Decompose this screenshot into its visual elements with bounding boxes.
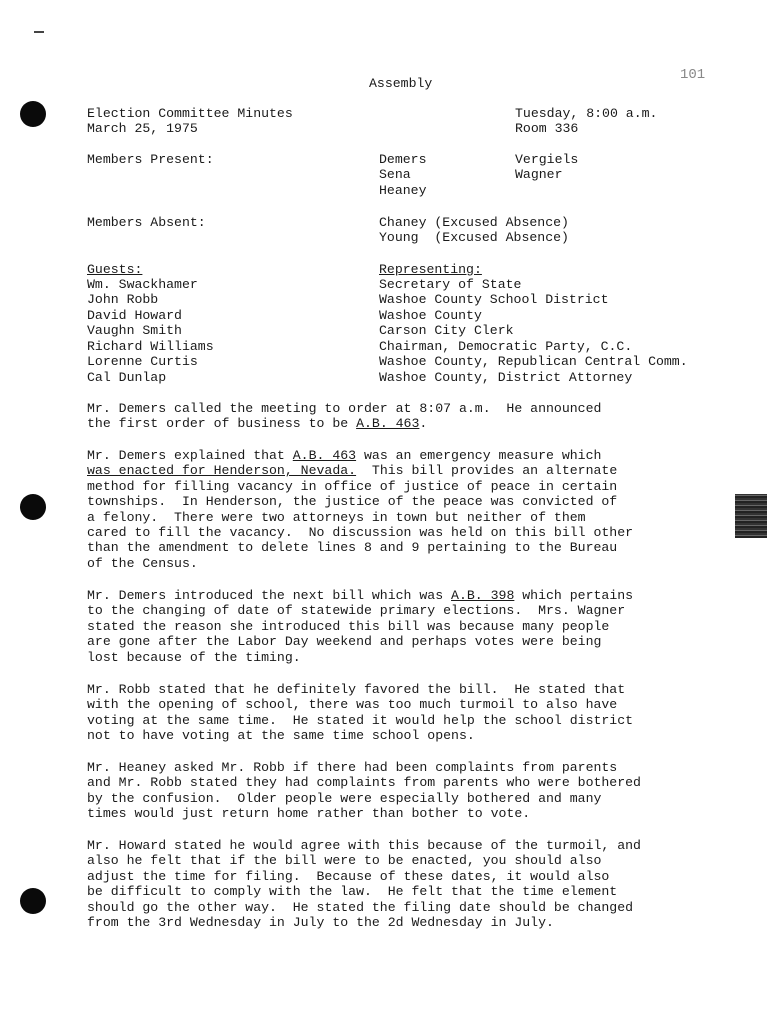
paragraph-line: are gone after the Labor Day weekend and perhaps votes were being [87,634,602,650]
paragraph-line: by the confusion. Older people were especially bothered and many [87,790,602,806]
paragraph-line: Mr. Demers called the meeting to order at 8:07 a.m. He announced [87,401,602,416]
paragraph-line: with the opening of school, there was too much turmoil to also have [87,697,618,713]
committee-name: Election Committee Minutes [87,106,293,121]
bill-reference: A.B. 463 [292,448,357,463]
paragraph-line: townships. In Henderson, the justice of the peace was convicted of [87,494,618,510]
paragraph-line: method for filling vacancy in office of justice of peace in certain [87,478,618,494]
paragraph-line: Mr. Howard stated he would agree with this because of the turmoil, and [87,838,641,853]
member-name: Heaney [379,183,427,198]
paragraph-line: to the changing of date of statewide primary elections. Mrs. Wagner [87,603,626,619]
paragraph-line: was enacted for Henderson, Nevada. This bill provides an alternate [87,463,618,479]
guest-representing: Washoe County [379,308,482,323]
paragraph-line: should go the other way. He stated the filing date should be changed [87,899,634,915]
absent-member: Young (Excused Absence) [379,230,569,245]
minutes-paragraph-5 [87,760,737,822]
guest-representing: Washoe County, Republican Central Comm. [379,354,688,369]
members-present-label: Members Present: [87,152,214,167]
paragraph-line: stated the reason she introduced this bill was because many people [87,618,610,634]
guest-name: Vaughn Smith [87,323,182,338]
paragraph-line: from the 3rd Wednesday in July to the 2d Wednesday in July. [87,915,554,931]
meeting-day-time: Tuesday, 8:00 a.m. [515,106,658,121]
paragraph-line: Mr. Demers introduced the next bill which was A.B. 398 which pertains [87,588,634,603]
paragraph-line: be difficult to comply with the law. He felt that the time element [87,884,618,900]
guest-representing: Secretary of State [379,277,522,292]
guest-representing: Washoe County, District Attorney [379,370,633,385]
guest-name: Cal Dunlap [87,370,167,385]
paragraph-line: not to have voting at the same time school opens. [87,728,475,744]
members-absent-label: Members Absent: [87,215,206,230]
scan-speck [34,31,44,33]
document-title: Assembly [369,76,433,91]
guest-name: John Robb [87,292,159,307]
absent-member: Chaney (Excused Absence) [379,215,569,230]
paragraph-line: a felony. There were two attorneys in town but neither of them [87,509,586,525]
minutes-paragraph-2 [87,448,737,571]
paragraph-line: cared to fill the vacancy. No discussion was held on this bill other [87,525,634,541]
guest-representing: Carson City Clerk [379,323,514,338]
guest-representing: Chairman, Democratic Party, C.C. [379,339,633,354]
paragraph-line: of the Census. [87,555,198,571]
page-number: 101 [680,67,706,83]
member-name: Vergiels [515,152,579,167]
scan-artifact [735,494,767,538]
bill-reference: A.B. 398 [451,588,515,603]
paragraph-line: the first order of business to be A.B. 463. [87,416,428,432]
guest-name: David Howard [87,308,182,323]
meeting-date: March 25, 1975 [87,121,198,136]
paragraph-line: Mr. Heaney asked Mr. Robb if there had been complaints from parents [87,760,618,775]
paragraph-line: lost because of the timing. [87,649,301,665]
punch-hole-top [20,101,46,127]
paragraph-line: voting at the same time. He stated it would help the school district [87,712,634,728]
meeting-room: Room 336 [515,121,579,136]
bill-reference: A.B. 463 [356,416,420,432]
paragraph-line: than the amendment to delete lines 8 and 9 pertaining to the Bureau [87,540,618,556]
paragraph-line: Mr. Demers explained that A.B. 463 was an emergency measure which [87,448,602,463]
paragraph-line: and Mr. Robb stated they had complaints from parents who were bothered [87,775,641,791]
representing-label: Representing: [379,262,482,277]
paragraph-line: times would just return home rather than bother to vote. [87,806,531,822]
paragraph-line: Mr. Robb stated that he definitely favored the bill. He stated that [87,682,626,697]
minutes-paragraph-4 [87,682,737,744]
member-name: Wagner [515,167,563,182]
member-name: Sena [379,167,411,182]
guest-name: Wm. Swackhamer [87,277,198,292]
punch-hole-middle [20,494,46,520]
member-name: Demers [379,152,427,167]
paragraph-line: adjust the time for filing. Because of these dates, it would also [87,868,610,884]
minutes-paragraph-3 [87,588,737,665]
guests-label: Guests: [87,262,143,277]
guest-name: Richard Williams [87,339,214,354]
paragraph-line: also he felt that if the bill were to be enacted, you should also [87,853,602,869]
guest-representing: Washoe County School District [379,292,609,307]
minutes-paragraph-6 [87,838,737,930]
punch-hole-bottom [20,888,46,914]
minutes-paragraph-1 [87,401,737,432]
guest-name: Lorenne Curtis [87,354,198,369]
